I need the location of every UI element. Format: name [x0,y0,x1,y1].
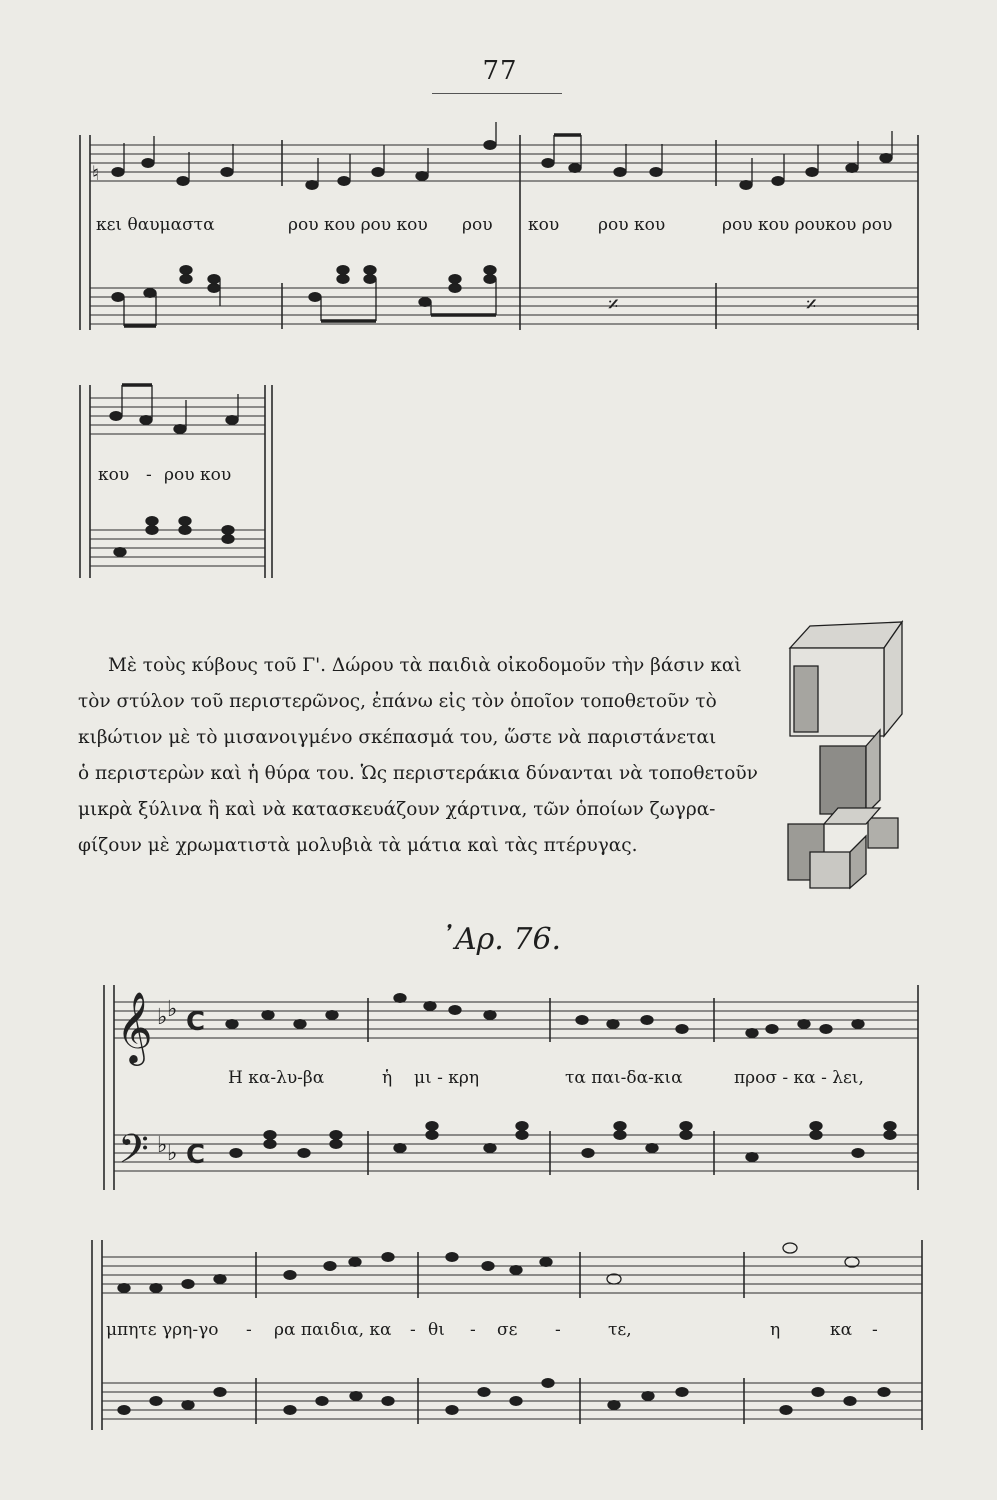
lyric-system3-1: Η κα-λυ-βα [228,1068,325,1088]
lyric-system4-9: τε, [608,1320,632,1340]
example-heading: ᾿Αρ. 76. [440,922,562,957]
lyric-system4-11: κα [830,1320,853,1340]
svg-text:♭: ♭ [167,997,178,1022]
lyric-system4-4: - [410,1320,416,1340]
lyric-system4-7: σε [497,1320,518,1340]
svg-text:𝄢: 𝄢 [118,1126,149,1182]
lyric-system4-10: η [770,1320,781,1340]
lyric-system2-2: - [146,465,152,485]
svg-text:♭: ♭ [167,1141,178,1166]
paragraph-line: φίζουν μὲ χρωματιστὰ μολυβιὰ τὰ μάτια καὶ τὰς πτέρυγας. [78,835,638,856]
lyric-system1-3: ρου [462,215,493,235]
lyric-system3-3: μι - κρη [414,1068,480,1088]
lyric-system4-3: ρα παιδια, κα [274,1320,392,1340]
page-number: 77 [482,56,518,86]
lyric-system4-2: - [246,1320,252,1340]
lyric-system4-5: θι [428,1320,445,1340]
lyric-system3-5: προσ - κα - λει, [734,1068,864,1088]
lyric-system3-4: τα παι-δα-κια [565,1068,683,1088]
system1-treble-staff [90,145,918,181]
paragraph-line: ὁ περιστερὼν καὶ ἡ θύρα του. Ὡς περιστεράκια δύνανται νὰ τοποθετοῦν [78,763,758,784]
svg-text:C: C [186,1007,206,1037]
dovecote-blocks-illustration [780,618,912,890]
svg-text:♮: ♮ [92,161,100,185]
lyric-system1-2: ρου κου ρου κου [288,215,428,235]
lyric-system1-5: ρου κου [598,215,666,235]
svg-text:𝄞: 𝄞 [116,990,153,1063]
svg-text:C: C [186,1140,206,1170]
system4-treble-staff [102,1257,922,1293]
paragraph-line: τὸν στύλον τοῦ περιστερῶνος, ἐπάνω εἰς τὸν ὁποῖον τοποθετοῦν τὸ [78,691,717,712]
system1-bass-staff [90,288,918,324]
lyric-system2-3: ρου κου [164,465,232,485]
lyric-system4-12: - [872,1320,878,1340]
lyric-system4-6: - [470,1320,476,1340]
lyric-system1-6: ρου κου ρουκου ρου [722,215,893,235]
svg-text:♭: ♭ [157,1005,168,1030]
lyric-system4-1: μπητε γρη-γο [106,1320,219,1340]
lyric-system1-4: κου [528,215,560,235]
svg-text:𝄎: 𝄎 [806,293,817,318]
lyric-system1-1: κει θαυμαστα [96,215,215,235]
paragraph-line: Μὲ τοὺς κύβους τοῦ Γ'. Δώρου τὰ παιδιὰ οἰκοδομοῦν τὴν βάσιν καὶ [108,655,742,676]
lyric-system4-8: - [555,1320,561,1340]
svg-text:♭: ♭ [157,1133,168,1158]
lyric-system3-2: ἡ [382,1068,393,1088]
svg-text:𝄎: 𝄎 [608,293,619,318]
paragraph-line: κιβώτιον μὲ τὸ μισανοιγμένο σκέπασμά του, ὥστε νὰ παριστάνεται [78,727,717,748]
body-paragraph [78,648,760,864]
paragraph-line: μικρὰ ξύλινα ἢ καὶ νὰ κατασκευάζουν χάρτινα, τῶν ὁποίων ζωγρα- [78,799,716,820]
lyric-system2-1: κου [98,465,130,485]
